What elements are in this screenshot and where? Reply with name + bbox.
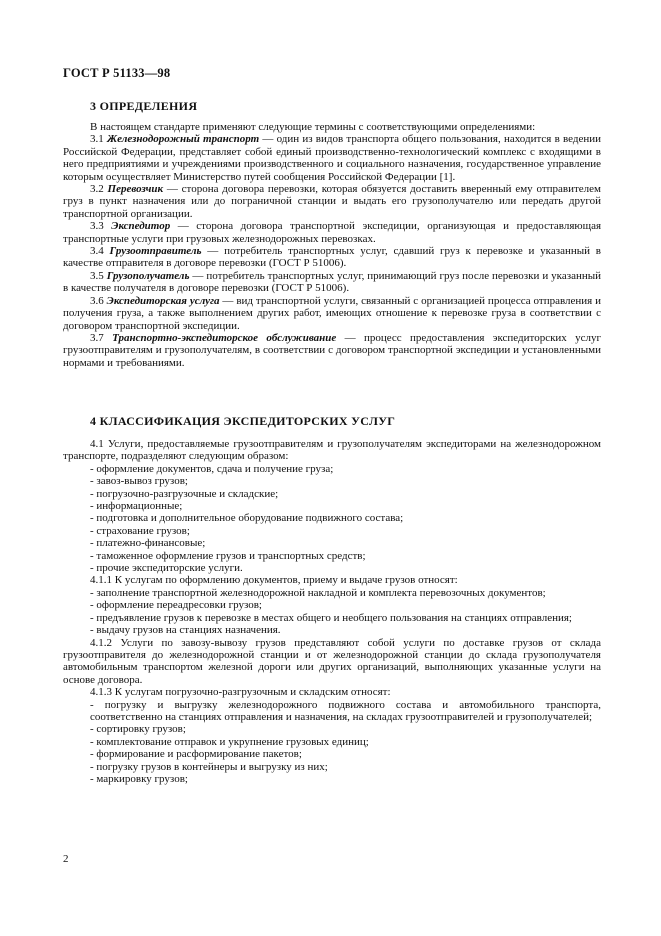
definition-text: — потребитель транспортных услуг, сдавший груз к перевозке и указанный в качестве отправителя в договоре перевозки (ГОСТ Р 51006).	[63, 245, 601, 270]
definition-term: Транспортно-экспедиторское обслуживание	[112, 331, 337, 344]
definition-term: Экспедитор	[111, 220, 171, 233]
list-item: - маркировку грузов;	[90, 772, 188, 785]
document-header: ГОСТ Р 51133—98	[63, 66, 171, 80]
list-item: - погрузку грузов в контейнеры и выгрузку из них;	[90, 760, 328, 773]
definition-text: — сторона договора транспортной экспедиции, организующая и предоставляющая транспортные услуги при грузовых железнодорожных перевозках.	[63, 220, 602, 245]
definition-text: — вид транспортной услуги, связанный с организацией процесса отправления и получения груза, а также выполнением других работ, имеющих отношение к перевозке груза в соответствии с договором транспортной экспедиции.	[63, 294, 602, 332]
section-4-body	[63, 438, 601, 785]
section-3-intro: В настоящем стандарте применяют следующие термины с соответствующими определениями:	[90, 121, 536, 133]
definition-number: 3.4	[90, 245, 104, 258]
list-item: - комплектование отправок и укрупнение грузовых единиц;	[90, 735, 369, 748]
definition-item	[63, 295, 601, 332]
list-item: - выдачу грузов на станциях назначения.	[90, 624, 281, 637]
section-3-body	[63, 121, 601, 369]
paragraph-4-1-3: 4.1.3 К услугам погрузочно-разгрузочным и складским относят:	[90, 686, 391, 699]
definition-item	[63, 245, 601, 270]
page-number: 2	[63, 853, 69, 865]
list-item: - оформление переадресовки грузов;	[90, 599, 262, 612]
list-4-1	[63, 463, 601, 575]
definition-term: Экспедиторская услуга	[106, 294, 220, 307]
list-item: - погрузку и выгрузку железнодорожного подвижного состава и автомобильного транспорта, соответственно на станциях отправления и назначения, на складах грузоотправителей и грузополучателей;	[90, 698, 601, 723]
section-3-title: 3 ОПРЕДЕЛЕНИЯ	[90, 99, 198, 113]
definition-item	[63, 133, 601, 183]
list-item: - таможенное оформление грузов и транспортных средств;	[90, 549, 366, 562]
list-item: - информационные;	[90, 500, 183, 513]
definition-term: Перевозчик	[107, 183, 164, 196]
definition-text: — один из видов транспорта общего пользования, находится в ведении Российской Федерации, представляет собой единый производственно-технологический комплекс с входящими в него предприятиями и учреждениями производственного и социального назначения, государственное управление которым осуществляет Министерство путей сообщения Российской Федерации [1].	[63, 133, 601, 183]
definition-item	[63, 270, 601, 295]
definition-item	[63, 220, 601, 245]
list-item: - подготовка и дополнительное оборудование подвижного состава;	[90, 512, 404, 525]
list-item: - заполнение транспортной железнодорожной накладной и комплекта перевозочных документов;	[90, 586, 546, 599]
list-item: - оформление документов, сдача и получение груза;	[90, 462, 334, 475]
definition-text: — процесс предоставления экспедиторских услуг грузоотправителям и грузополучателям, в соответствии с договором транспортной экспедиции и установленными нормами и требованиями.	[63, 331, 602, 369]
list-item: - сортировку грузов;	[90, 723, 186, 736]
list-item: - погрузочно-разгрузочные и складские;	[90, 487, 279, 500]
definition-number: 3.2	[90, 183, 104, 196]
definition-term: Железнодорожный транспорт	[106, 133, 260, 146]
list-4-1-3	[63, 699, 601, 786]
definition-text: — потребитель транспортных услуг, принимающий груз после перевозки и указанный в качестве получателя в договоре перевозки (ГОСТ Р 51006).	[63, 269, 602, 295]
paragraph-4-1: 4.1 Услуги, предоставляемые грузоотправителям и грузополучателям экспедиторами на железнодорожном транспорте, подразделяют следующим образом:	[63, 438, 601, 463]
definition-term: Грузополучатель	[106, 269, 190, 282]
definition-number: 3.6	[90, 294, 104, 307]
definition-item	[63, 332, 601, 369]
list-item: - прочие экспедиторские услуги.	[90, 562, 243, 575]
list-item: - завоз-вывоз грузов;	[90, 475, 188, 488]
definition-text: — сторона договора перевозки, которая обязуется доставить вверенный ему отправителем груз в пункт назначения или до пограничной станции и выдать его грузополучателю или передать другой транспортной организации.	[63, 183, 601, 220]
definition-term: Грузоотправитель	[109, 245, 202, 258]
list-item: - платежно-финансовые;	[90, 537, 206, 550]
list-item: - страхование грузов;	[90, 524, 190, 537]
section-4-title: 4 КЛАССИФИКАЦИЯ ЭКСПЕДИТОРСКИХ УСЛУГ	[90, 414, 396, 428]
list-item: - формирование и расформирование пакетов;	[90, 748, 302, 761]
list-4-1-1	[63, 587, 601, 637]
definitions-list	[63, 133, 601, 369]
definition-number: 3.3	[90, 220, 104, 233]
paragraph-4-1-1: 4.1.1 К услугам по оформлению документов, приему и выдаче грузов относят:	[90, 574, 458, 587]
definition-number: 3.7	[90, 331, 104, 344]
list-item: - предъявление грузов к перевозке в местах общего и необщего пользования на станциях отправления;	[90, 611, 572, 624]
definition-number: 3.5	[90, 269, 104, 282]
definition-number: 3.1	[90, 133, 104, 146]
definition-item	[63, 183, 601, 220]
paragraph-4-1-2: 4.1.2 Услуги по завозу-вывозу грузов представляют собой услуги по доставке грузов от склада грузоотправителя до железнодорожной станции и от железнодорожной станции до склада грузополучателя автомобильным транспортом железной дороги или других организаций, выполняющих указанные услуги на основе договора.	[63, 636, 601, 686]
